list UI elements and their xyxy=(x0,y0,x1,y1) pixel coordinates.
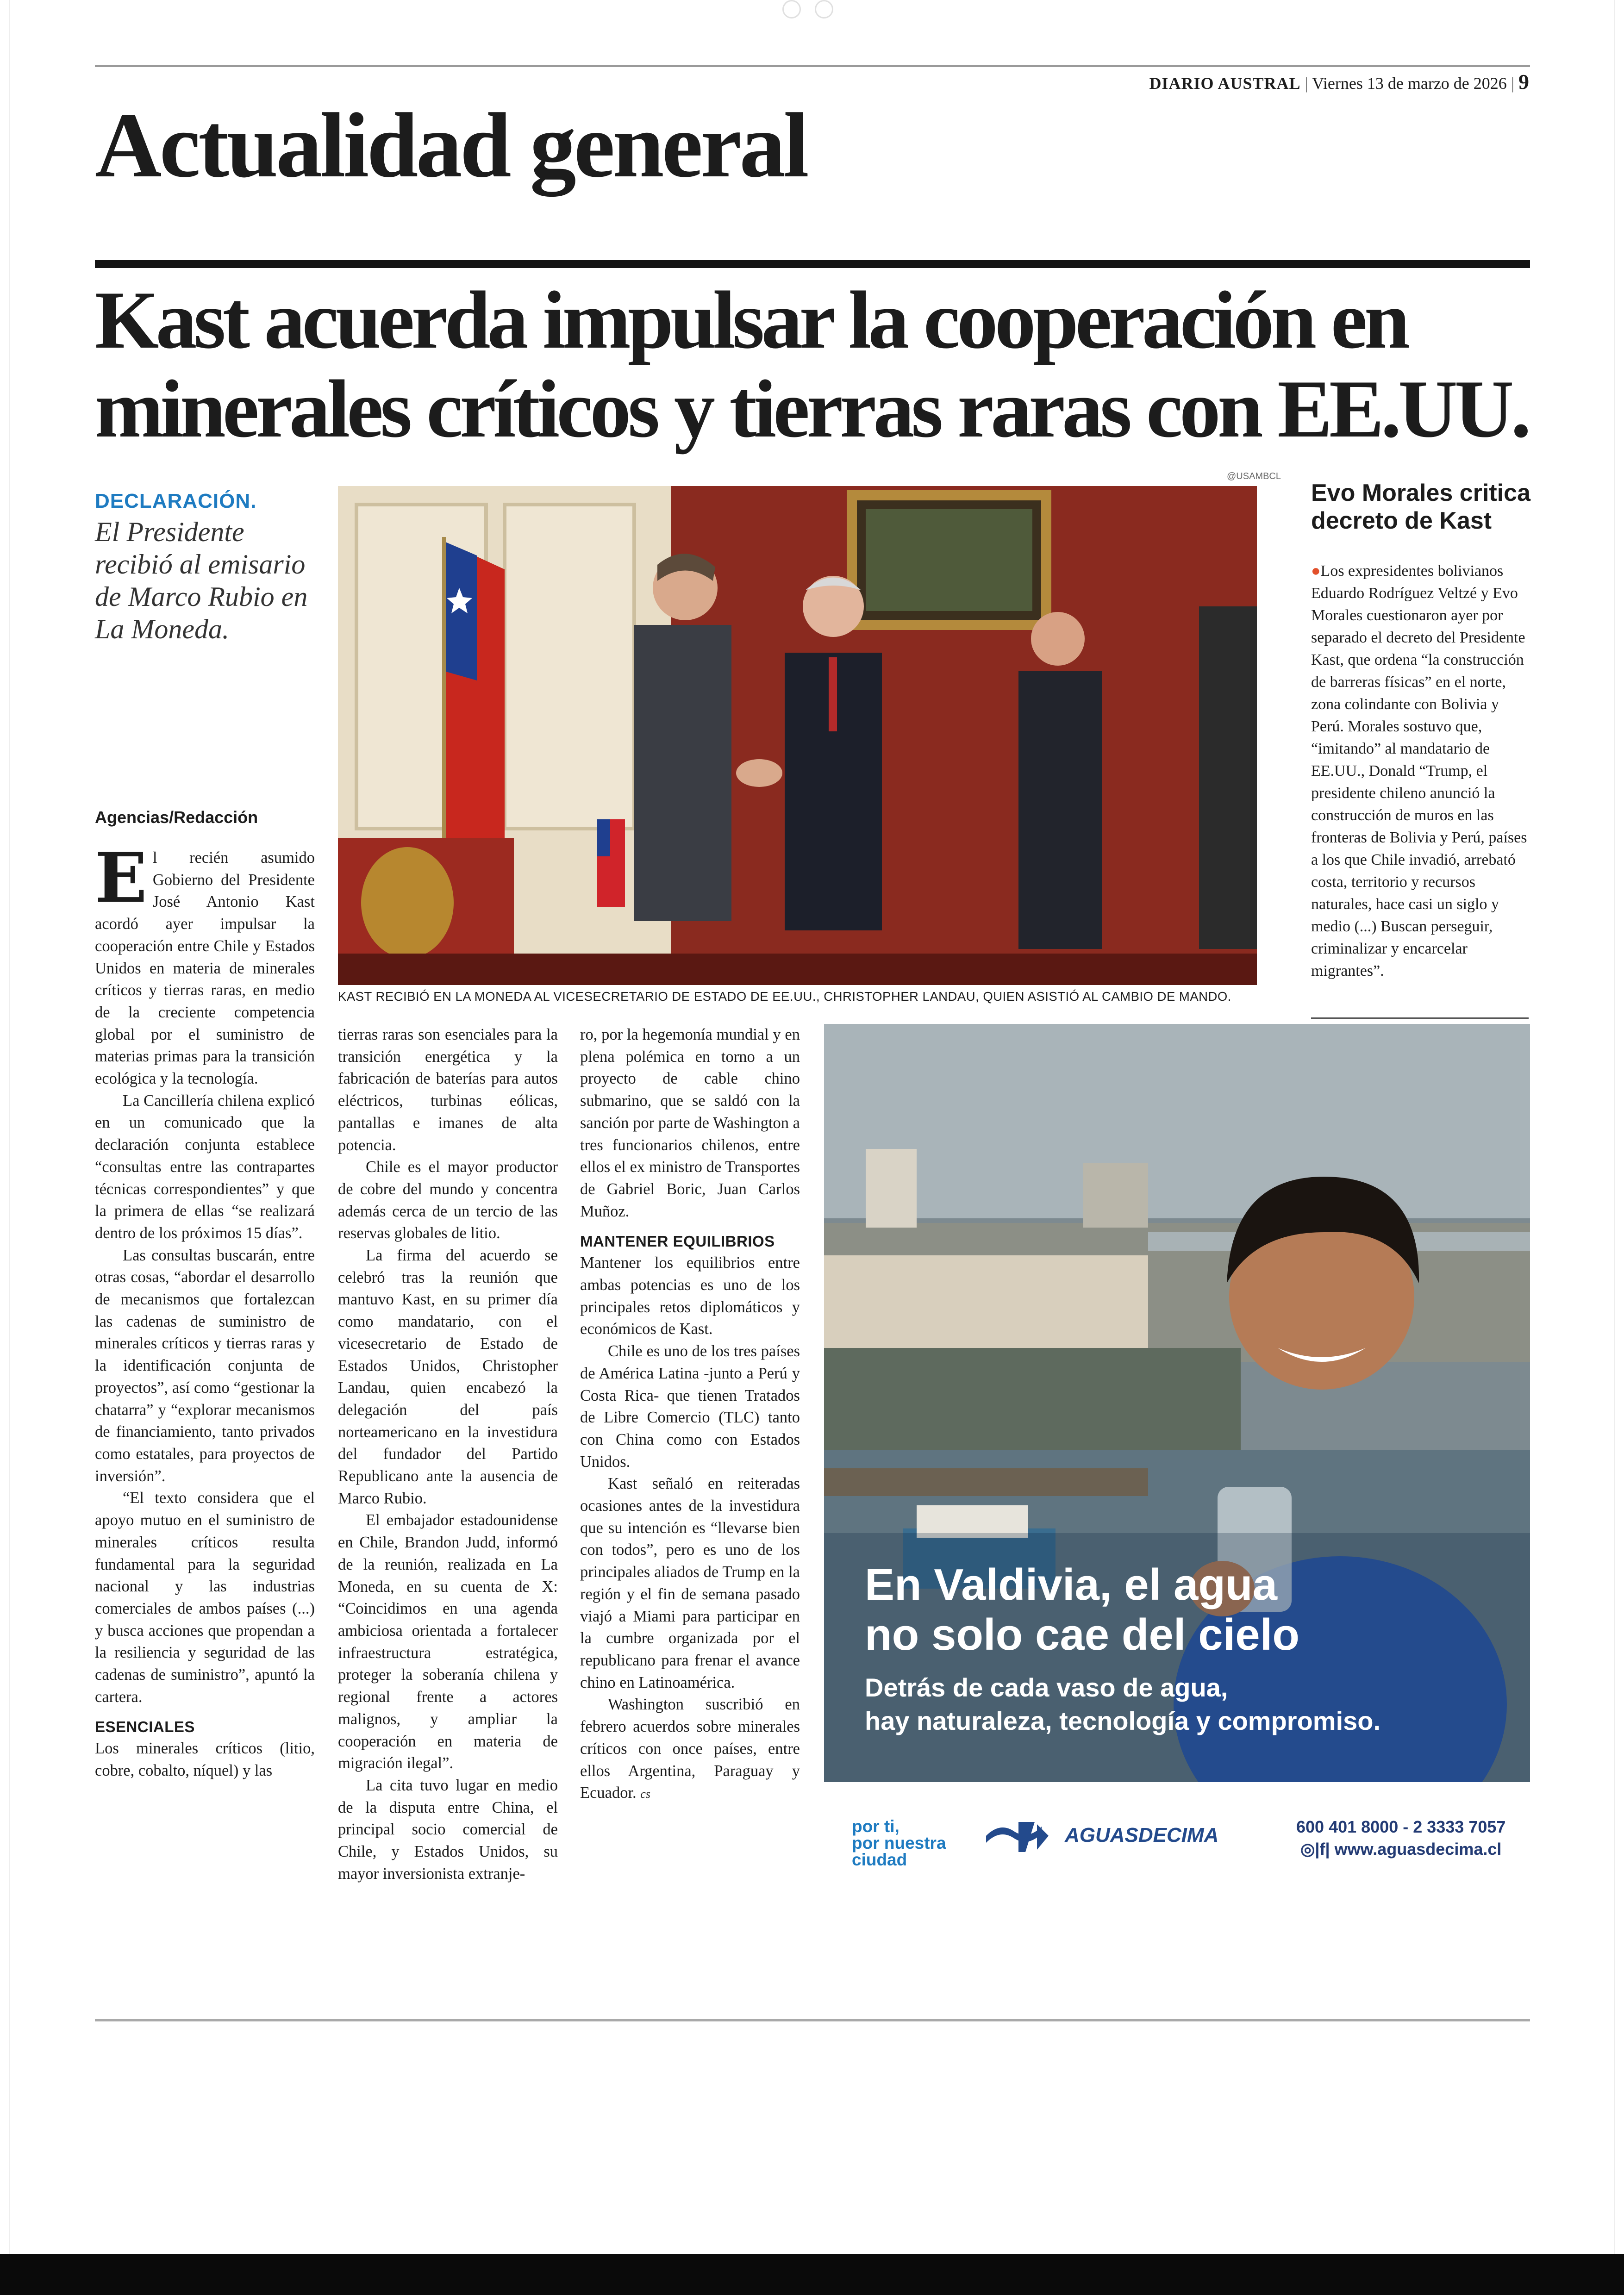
headline-rule xyxy=(95,260,1530,268)
article-headline: Kast acuerda impulsar la cooperación en minerales críticos y tierras raras con EE.UU. xyxy=(95,274,1528,455)
paragraph: Chile es el mayor productor de cobre del mundo y concentra además cerca de un tercio de las reservas globales de litio. xyxy=(338,1158,558,1242)
paragraph: tierras raras son esenciales para la transición energética y la fabricación de baterías para autos eléctricos, turbinas eólicas, pantallas e imanes de alta potencia. xyxy=(338,1026,558,1154)
phone-numbers[interactable]: 600 401 8000 - 2 3333 7057 xyxy=(1296,1817,1506,1836)
byline: Agencias/Redacción xyxy=(95,808,258,827)
article-kicker-block xyxy=(95,490,317,645)
folio: DIARIO AUSTRAL | Viernes 13 de marzo de 2026 | 9 xyxy=(1149,70,1529,94)
ad-headline-line-2: no solo cae del cielo xyxy=(865,1610,1299,1659)
ad-tagline xyxy=(852,1818,946,1868)
brand-name[interactable]: AGUASDECIMA xyxy=(1065,1824,1219,1846)
ad-photo[interactable] xyxy=(824,1024,1530,1782)
page-edge-left xyxy=(9,0,10,2254)
viewer-bottom-bar xyxy=(0,2254,1624,2295)
paragraph: ro, por la hegemonía mundial y en plena polémica en torno a un proyecto de cable chino submarino, que se saldó con la sanción por parte de Washington a tres funcionarios chilenos, entre ellos el ex ministro de Transportes de Gabriel Boric, Juan Carlos Muñoz. xyxy=(580,1026,800,1220)
aguasdecima-logo-icon[interactable] xyxy=(986,1817,1056,1857)
website-link[interactable]: www.aguasdecima.cl xyxy=(1334,1840,1502,1858)
paragraph: “El texto considera que el apoyo mutuo en el suministro de minerales críticos resulta fundamental para la seguridad nacional y las industrias comerciales de ambos países (...) y busca acciones que propendan a la resiliencia y seguridad de las cadenas de suministro”, apuntó la cartera. xyxy=(95,1489,315,1706)
ad-headline xyxy=(865,1560,1299,1660)
nav-dot[interactable] xyxy=(815,0,833,19)
paragraph: Kast señaló en reiteradas ocasiones antes de la investidura que su intención es “llevarse bien con todos”, pero es uno de los principales aliados de Trump en la región y el fin de semana pasado viajó a Miami para participar en la cumbre organizada por el republicano para frenar el avance chino en Latinoamérica. xyxy=(580,1475,800,1691)
bullet-dot-icon: ● xyxy=(1311,562,1321,580)
article-column-2 xyxy=(338,1024,558,1885)
ad-contact xyxy=(1296,1816,1505,1860)
paragraph: La Cancillería chilena explicó en un comunicado que la declaración conjunta establece “consultas entre las contrapartes técnicas correspondientes” y que la primera de ellas “se realizará dentro de los próximos 15 días”. xyxy=(95,1091,315,1242)
paragraph: Mantener los equilibrios entre ambas potencias es uno de los principales retos diplomáticos y económicos de Kast. xyxy=(580,1254,800,1338)
last-paragraph-text: Washington suscribió en febrero acuerdos sobre minerales críticos con once países, entre ellos Argentina, Paraguay y Ecuador. xyxy=(580,1696,800,1802)
tagline-line-2: por nuestra xyxy=(852,1834,946,1852)
paragraph: La firma del acuerdo se celebró tras la reunión que mantuvo Kast, en su primer día como mandatario, con el vicesecretario de Estado de Estados Unidos, Christopher Landau, quien encabezó la delegación del país norteamericano en la investidura del fundador del Partido Republicano ante la ausencia de Marco Rubio. xyxy=(338,1247,558,1507)
masthead-rule xyxy=(95,65,1530,67)
sidebar-title: Evo Morales critica decreto de Kast xyxy=(1311,480,1530,534)
news-photo xyxy=(338,486,1257,985)
ad-sub-line-2: hay naturaleza, tecnología y compromiso. xyxy=(865,1706,1381,1735)
paragraph: Chile es uno de los tres países de América Latina -junto a Perú y Costa Rica- que tienen Tratados de Libre Comercio (TLC) tanto con China como con Estados Unidos. xyxy=(580,1342,800,1471)
page-edge-right xyxy=(1614,0,1615,2254)
paragraph: Las consultas buscarán, entre otras cosas, “abordar el desarrollo de mecanismos que fortalezcan las cadenas de suministro de minerales críticos y tierras raras y la identificación conjunta de proyectos”, así como “gestionar la chatarra” y “explorar mecanismos de financiamiento, tanto privados como estatales, para proyectos de inversión”. xyxy=(95,1246,315,1485)
paragraph: El embajador estadounidense en Chile, Brandon Judd, informó de la reunión, realizada en La Moneda, en su cuenta de X: “Coincidimos en una agenda ambiciosa orientada a fortalecer infraestructura estratégica, proteger la soberanía chilena y regional frente a actores malignos, y ampliar la cooperación en materia de migración ilegal”. xyxy=(338,1511,558,1772)
section-title: Actualidad general xyxy=(95,94,807,197)
article-deck: El Presidente recibió al emisario de Marco Rubio en La Moneda. xyxy=(95,517,308,644)
tagline-line-3: ciudad xyxy=(852,1850,907,1869)
ad-headline-line-1: En Valdivia, el agua xyxy=(865,1560,1278,1609)
nav-dot[interactable] xyxy=(782,0,801,19)
web-line xyxy=(1296,1838,1505,1860)
paragraph xyxy=(580,1694,800,1805)
kicker-label: DECLARACIÓN. xyxy=(95,490,257,512)
photo-credit: @USAMBCL xyxy=(1227,471,1281,481)
subhead-esenciales: ESENCIALES xyxy=(95,1718,195,1736)
sidebar-rule xyxy=(1311,1017,1529,1019)
article-column-1 xyxy=(95,837,315,1782)
paragraph: La cita tuvo lugar en medio de la disputa entre China, el principal socio comercial de Chile, y Estados Unidos, su mayor inversionista extranje- xyxy=(338,1776,558,1883)
social-icons[interactable]: ◎|f| xyxy=(1300,1840,1330,1858)
photo-caption: KAST RECIBIÓ EN LA MONEDA AL VICESECRETARIO DE ESTADO DE EE.UU., CHRISTOPHER LANDAU, QUIEN ASISTIÓ AL CAMBIO DE MANDO. xyxy=(338,989,1231,1004)
page-nav-dots[interactable] xyxy=(782,0,847,21)
ad-footer xyxy=(824,1790,1530,1869)
valdivia-ad-illustration xyxy=(824,1024,1530,1782)
handshake-photo-illustration xyxy=(338,486,1257,985)
subhead-mantener-equilibrios: MANTENER EQUILIBRIOS xyxy=(580,1233,775,1250)
page-number: 9 xyxy=(1518,70,1529,94)
bottom-rule xyxy=(95,2019,1530,2021)
tagline-line-1: por ti, xyxy=(852,1817,899,1836)
ad-sub-line-1: Detrás de cada vaso de agua, xyxy=(865,1673,1228,1702)
ad-subheadline xyxy=(865,1671,1380,1738)
sidebar-text: Los expresidentes bolivianos Eduardo Rodríguez Veltzé y Evo Morales cuestionaron ayer por separado el decreto del Presidente Kast, que ordena “la construcción de barreras físicas” en el norte, zona colindante con Bolivia y Perú. Morales sostuvo que, “imitando” al mandatario de EE.UU., Donald “Trump, el presidente chileno anunció la construcción de muros en las fronteras de Bolivia y Perú, países a los que Chile invadió, arrebató costa, territorio y recursos naturales, hace casi un siglo y medio (...) Buscan perseguir, criminalizar y encarcelar migrantes”. xyxy=(1311,562,1527,979)
paper-name: DIARIO AUSTRAL xyxy=(1149,74,1301,93)
paragraph: Los minerales críticos (litio, cobre, cobalto, níquel) y las xyxy=(95,1740,315,1780)
paragraph: l recién asumido Gobierno del Presidente José Antonio Kast acordó ayer impulsar la cooperación entre Chile y Estados Unidos en materia de minerales críticos y tierras raras, en medio de la creciente competencia global por el suministro de materias primas para la transición ecológica y la tecnología. xyxy=(95,849,315,1088)
article-column-3 xyxy=(580,1024,800,1805)
drop-cap: E xyxy=(95,837,147,918)
issue-date: Viernes 13 de marzo de 2026 xyxy=(1312,74,1507,93)
sidebar-body xyxy=(1311,560,1529,982)
end-mark: cs xyxy=(640,1787,650,1801)
